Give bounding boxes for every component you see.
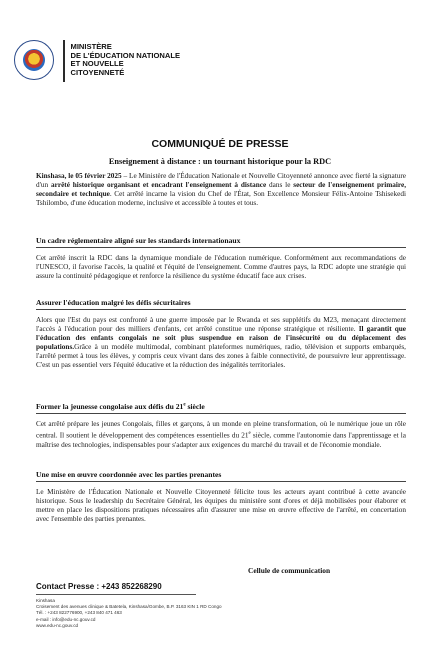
section-paragraph: Cet arrêté inscrit la RDC dans la dynamique mondiale de l'éducation numérique. Conformément aux recommandations de l'UNESCO, il favorise l'accès, la qualité et l'équité de l'enseignement. Comme d'autres pays, la RDC adopte une stratégie qui assure la continuité pédagogique et renforce la résilience du système éducatif face aux crises. [36, 254, 406, 281]
document-title: COMMUNIQUÉ DE PRESSE [151, 138, 289, 150]
heading-text: Former la jeunesse congolaise aux défis du 21 [36, 402, 184, 411]
ministry-line: DE L'ÉDUCATION NATIONALE [70, 50, 181, 60]
footer-line: Tél. : +243 822776900, +243 840 471 463 [36, 610, 122, 616]
header-divider [63, 40, 65, 82]
bold-span: Il garantit que l'éducation des enfants congolais ne soit plus suspendue en raison de l'insécurité ou du déplacement des populations. [36, 325, 407, 352]
section-heading: Un cadre réglementaire aligné sur les standards internationaux [36, 236, 241, 245]
footer-divider [36, 594, 196, 595]
footer-address [36, 598, 222, 629]
section-heading [36, 402, 406, 411]
bold-span: secteur de l'enseignement primaire, secondaire et technique [36, 181, 407, 199]
footer-line: Kinshasa [36, 598, 55, 603]
section-rule [36, 481, 406, 482]
section-paragraph [36, 420, 406, 450]
footer-website[interactable]: www.edu-nc.gouv.cd [36, 622, 79, 628]
section-rule [36, 247, 406, 248]
heading-superscript: e [183, 402, 186, 408]
document-subtitle: Enseignement à distance : un tournant historique pour la RDC [108, 157, 332, 166]
letterhead [14, 40, 180, 82]
ministry-line: MINISTÈRE [70, 42, 112, 51]
text-span: Alors que l'Est du pays est confronté à une guerre imposée par le Rwanda et ses supplétifs du M23, menaçant directement l'accès à l'éducation pour des milliers d'enfants, cet arrêté constitue une réponse stratégique et résiliente. [36, 316, 406, 334]
footer-email[interactable]: e-mail : info@edu-nc.gouv.cd [36, 616, 96, 622]
bold-span: arrêté historique organisant et encadrant l'enseignement à distance [51, 181, 267, 190]
coat-of-arms-seal-icon [14, 40, 54, 80]
text-span: dans le [266, 181, 294, 190]
signature: Cellule de communication [248, 566, 331, 575]
contact-label: Contact Presse : [36, 582, 102, 591]
text-span: Cet arrêté prépare les jeunes Congolais, filles et garçons, à un monde en pleine transformation, où le numérique joue un rôle central. Il soutient le développement des compétences essentielles du 21 [36, 420, 406, 440]
section-heading: Une mise en œuvre coordonnée avec les parties prenantes [36, 470, 222, 479]
superscript: e [248, 431, 251, 437]
section-paragraph [36, 316, 406, 371]
ministry-name [71, 40, 181, 77]
section-rule [36, 413, 406, 414]
section-heading: Assurer l'éducation malgré les défis sécuritaires [36, 298, 191, 307]
heading-text: siècle [185, 402, 205, 411]
ministry-line: ET NOUVELLE [70, 59, 124, 69]
ministry-line: CITOYENNETÉ [70, 67, 125, 77]
text-span: siècle, comme l'autonomie dans l'apprentissage et la maîtrise des technologies, indispensables pour s'adapter aux exigences du marché du travail et de l'économie mondiale. [36, 431, 406, 449]
press-contact [36, 582, 162, 591]
footer-line: Croisement des avenues clinique & Batetela, Kinshasa/Gombe, B.P. 3163 KIN 1 RD Congo [36, 604, 222, 610]
text-span: – Le Ministère de l'Éducation Nationale et Nouvelle Citoyenneté annonce avec fierté la signature d'un [36, 172, 406, 190]
text-span: . Cet arrêté incarne la vision du Chef de l'État, Son Excellence Monsieur Félix-Antoine Tshisekedi Tshilombo, d'une éducation moderne, inclusive et accessible à toutes et tous. [36, 190, 407, 208]
dateline: Kinshasa, le 05 février 2025 [36, 172, 122, 180]
intro-paragraph [36, 172, 406, 208]
section-paragraph: Le Ministère de l'Éducation Nationale et Nouvelle Citoyenneté félicite tous les acteurs ayant contribué à cette avancée historique. Sous le leadership du Secrétaire Général, les équipes du ministère sont d'ores et déjà mobilisées pour élaborer et mettre en place les dispositions pratiques nécessaires afin d'assurer une mise en œuvre effective de l'arrêté, en concertation avec l'ensemble des parties prenantes. [36, 488, 406, 524]
text-span: Grâce à un modèle multimodal, combinant plateformes numériques, radio, télévision et supports embarqués, l'arrêté permet à tous les élèves, y compris ceux vivant dans des zones à faible connectivité, de poursuivre leur apprentissage. C'est un pas essentiel vers l'équité éducative et la réduction des inégalités territoriales. [36, 343, 406, 370]
contact-phone[interactable]: +243 852268290 [101, 582, 162, 591]
section-rule [36, 309, 406, 310]
